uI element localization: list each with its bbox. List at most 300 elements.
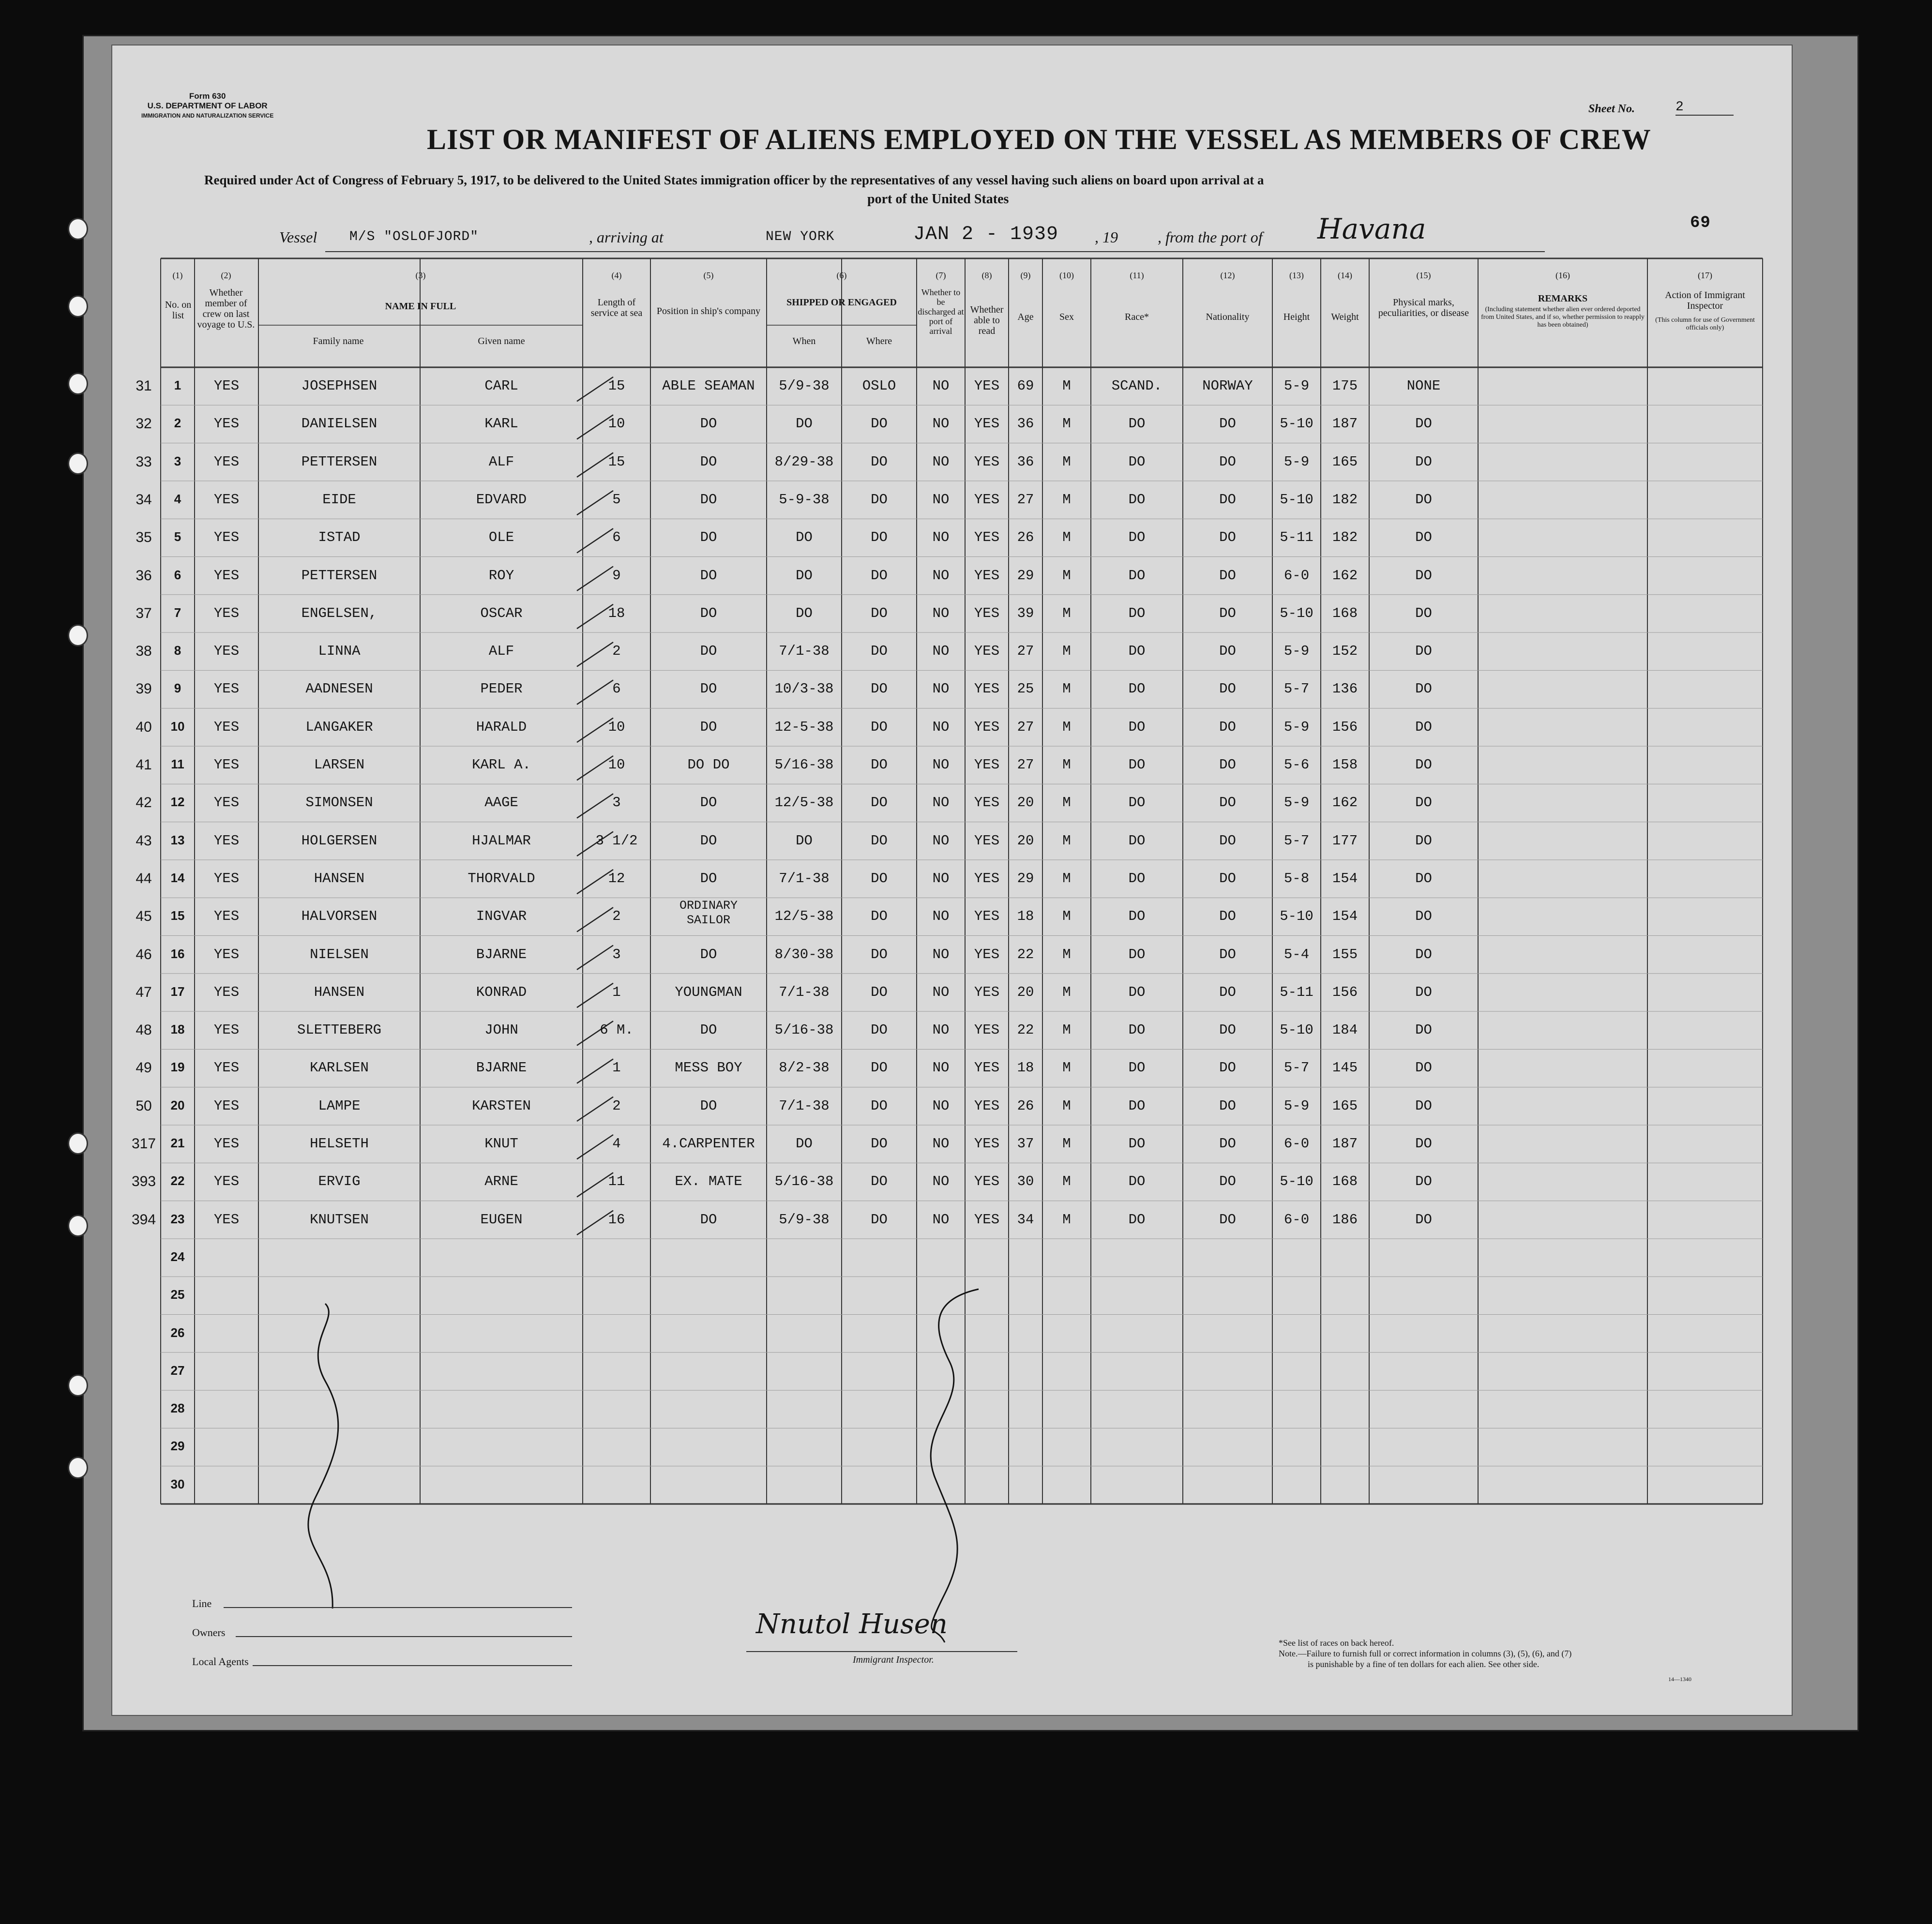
cell-read: YES [974,416,1000,432]
col-num: (1) [172,271,183,280]
cell-last: YES [213,832,240,849]
cell-family: KARLSEN [310,1060,369,1076]
cell-family: LINNA [318,643,361,660]
col-head-name: NAME IN FULL [385,301,456,312]
cell-race: DO [1128,1060,1146,1076]
cell-position: DO [700,567,717,584]
col-num: (4) [611,271,622,280]
cell-when: 5/9-38 [779,1211,830,1228]
cell-weight: 177 [1332,832,1358,849]
sheet-number: 2 [1675,100,1734,116]
cell-marks: DO [1415,1022,1432,1038]
cell-race: DO [1128,1022,1146,1038]
cell-given: BJARNE [476,946,527,962]
cell-given: THORVALD [468,870,535,887]
cell-given: KNUT [484,1136,518,1152]
cell-where: DO [871,643,888,660]
cell-last: YES [213,870,240,887]
cell-given: KONRAD [476,984,527,1000]
cell-weight: 168 [1332,605,1358,621]
cell-race: DO [1128,1211,1146,1228]
arriving-label: , arriving at [589,228,664,246]
cell-disch: NO [932,870,950,887]
cell-last: YES [213,378,240,394]
cell-last: YES [213,719,240,735]
cell-nat: NORWAY [1202,378,1253,394]
cell-age: 37 [1017,1136,1034,1152]
cell-when: DO [796,529,813,546]
cell-position: 4.CARPENTER [662,1136,755,1152]
from-port-label: , from the port of [1158,228,1263,246]
cell-race: DO [1128,567,1146,584]
cell-read: YES [974,1022,1000,1038]
cell-family: JOSEPHSEN [301,378,377,394]
cell-given: JOHN [484,1022,518,1038]
arrival-date: JAN 2 - 1939 [913,224,1059,245]
cell-read: YES [974,1173,1000,1190]
cell-position: DO [700,1022,717,1038]
cell-read: YES [974,643,1000,660]
cell-position: DO [700,795,717,811]
cell-when: 8/2-38 [779,1060,830,1076]
cell-sex: M [1062,1097,1071,1114]
cell-service: 3 [612,946,621,962]
cell-given: INGVAR [476,908,527,925]
margin-number: 47 [136,984,152,1000]
cell-weight: 154 [1332,908,1358,925]
cell-read: YES [974,567,1000,584]
page-subtitle-1: Required under Act of Congress of February 5, 1917, to be delivered to the United States immigration officer by the representatives of any vessel having such aliens on board upon arrival at a [204,173,1264,187]
cell-no: 2 [174,416,181,431]
cell-when: 7/1-38 [779,870,830,887]
cell-nat: DO [1219,908,1236,925]
col-head-service: Length of service at sea [590,297,643,318]
cell-sex: M [1062,1060,1071,1076]
cell-family: ISTAD [318,529,361,546]
cell-position: ORDINARY SAILOR [679,899,738,928]
cell-when: DO [796,832,813,849]
cell-family: HOLGERSEN [301,832,377,849]
cell-read: YES [974,832,1000,849]
cell-race: DO [1128,1136,1146,1152]
cell-weight: 187 [1332,1136,1358,1152]
cell-race: DO [1128,643,1146,660]
cell-where: DO [871,1060,888,1076]
cell-service: 18 [608,605,625,621]
margin-number: 37 [136,605,152,621]
cell-service: 2 [612,908,621,925]
cell-read: YES [974,870,1000,887]
cell-nat: DO [1219,529,1236,546]
cell-height: 5-10 [1280,1173,1313,1190]
cell-height: 6-0 [1283,567,1310,584]
cell-where: DO [871,832,888,849]
col-head-family-name: Family name [313,336,364,346]
cell-marks: DO [1415,719,1432,735]
cell-marks: DO [1415,529,1432,546]
cell-family: SIMONSEN [305,795,373,811]
cell-service: 6 [612,681,621,697]
cell-height: 5-9 [1283,795,1310,811]
cell-last: YES [213,453,240,470]
cell-family: HANSEN [314,870,365,887]
inspector-signature: Nnutol Husen [756,1608,948,1640]
cell-age: 20 [1017,984,1034,1000]
cell-position: DO [700,491,717,508]
cell-age: 22 [1017,1022,1034,1038]
cell-disch: NO [932,643,950,660]
cell-weight: 156 [1332,984,1358,1000]
cell-age: 29 [1017,567,1034,584]
page-title: LIST OR MANIFEST OF ALIENS EMPLOYED ON THE VESSEL AS MEMBERS OF CREW [427,123,1651,155]
cell-weight: 156 [1332,719,1358,735]
cell-sex: M [1062,795,1071,811]
cell-given: EUGEN [480,1211,523,1228]
cell-marks: DO [1415,832,1432,849]
cell-weight: 175 [1332,378,1358,394]
col-num: (9) [1020,271,1031,280]
cell-when: 10/3-38 [774,681,834,697]
cell-race: DO [1128,908,1146,925]
cell-height: 5-10 [1280,1022,1313,1038]
cell-service: 16 [608,1211,625,1228]
cell-position: EX. MATE [675,1173,742,1190]
cell-last: YES [213,984,240,1000]
inspector-label: Immigrant Inspector. [853,1654,934,1665]
cell-disch: NO [932,719,950,735]
cell-sex: M [1062,681,1071,697]
cell-age: 27 [1017,757,1034,773]
cell-no: 16 [170,946,185,961]
margin-number: 31 [136,378,152,394]
cell-disch: NO [932,1173,950,1190]
cell-last: YES [213,1060,240,1076]
cell-marks: DO [1415,795,1432,811]
cell-read: YES [974,453,1000,470]
cell-where: DO [871,416,888,432]
cell-read: YES [974,1211,1000,1228]
col-head-inspector: Action of Immigrant Inspector [1665,290,1745,311]
cell-where: DO [871,1136,888,1152]
cell-where: DO [871,757,888,773]
cell-given: KARL A. [472,757,531,773]
cell-weight: 162 [1332,567,1358,584]
cell-weight: 187 [1332,416,1358,432]
margin-number: 394 [131,1211,156,1228]
cell-disch: NO [932,416,950,432]
cell-position: DO [700,870,717,887]
cell-position: DO [700,681,717,697]
cell-no: 15 [170,908,185,923]
col-head-nationality: Nationality [1206,312,1250,322]
col-num: (6) [836,271,847,280]
cell-race: DO [1128,681,1146,697]
cell-age: 27 [1017,719,1034,735]
cell-no: 23 [170,1211,185,1226]
cell-age: 26 [1017,1097,1034,1114]
col-num: (17) [1698,271,1712,280]
cell-disch: NO [932,1022,950,1038]
cell-no: 17 [170,984,185,999]
cell-service: 9 [612,567,621,584]
cell-where: DO [871,1173,888,1190]
cell-when: 12/5-38 [774,908,834,925]
col-head-remarks-note: (Including statement whether alien ever ordered deported from United States, and if so, whether permission to reapply has been obtained) [1481,306,1645,329]
cell-last: YES [213,795,240,811]
punch-hole [68,1457,88,1479]
cell-position: MESS BOY [675,1060,742,1076]
cell-service: 12 [608,870,625,887]
cell-no: 14 [170,870,185,885]
cell-disch: NO [932,1211,950,1228]
cell-race: DO [1128,870,1146,887]
cell-no: 7 [174,605,181,620]
col-head-when: When [792,336,816,346]
cell-age: 27 [1017,491,1034,508]
col-head-given-name: Given name [478,336,525,346]
col-num: (12) [1220,271,1235,280]
cell-sex: M [1062,719,1071,735]
service-name: IMMIGRATION AND NATURALIZATION SERVICE [141,112,274,119]
col-head-sex: Sex [1059,312,1074,322]
cell-height: 5-8 [1283,870,1310,887]
cell-sex: M [1062,984,1071,1000]
cell-last: YES [213,1211,240,1228]
cell-age: 20 [1017,832,1034,849]
cell-given: ALF [488,643,514,660]
cell-no: 10 [170,719,185,734]
col-num: (2) [221,271,231,280]
cell-service: 4 [612,1136,621,1152]
cell-given: KARL [484,416,518,432]
vessel-label: Vessel [279,228,317,246]
punch-hole [68,295,88,317]
page-number: 69 [1690,214,1711,232]
cell-race: DO [1128,416,1146,432]
col-head-where: Where [866,336,892,346]
cell-race: DO [1128,1097,1146,1114]
cell-no: 18 [170,1022,185,1037]
cell-where: DO [871,984,888,1000]
cell-where: DO [871,681,888,697]
cell-age: 34 [1017,1211,1034,1228]
cell-last: YES [213,416,240,432]
cell-given: ALF [488,453,514,470]
cell-race: DO [1128,605,1146,621]
cell-nat: DO [1219,1173,1236,1190]
empty-row-number: 25 [170,1287,185,1302]
cell-nat: DO [1219,416,1236,432]
cell-marks: DO [1415,453,1432,470]
cell-sex: M [1062,491,1071,508]
margin-number: 32 [136,416,152,432]
cell-read: YES [974,605,1000,621]
cell-last: YES [213,491,240,508]
cell-given: AAGE [484,795,518,811]
cell-height: 5-9 [1283,453,1310,470]
races-note: *See list of races on back hereof. [1279,1638,1394,1648]
cell-marks: DO [1415,567,1432,584]
col-num: (14) [1338,271,1352,280]
cell-last: YES [213,643,240,660]
local-agents-label: Local Agents [192,1655,249,1668]
col-num: (5) [703,271,714,280]
punch-hole [68,373,88,395]
cell-family: ENGELSEN, [301,605,377,621]
cell-when: 8/30-38 [774,946,834,962]
empty-row-number: 26 [170,1325,185,1340]
cell-disch: NO [932,567,950,584]
cell-weight: 165 [1332,1097,1358,1114]
cell-last: YES [213,605,240,621]
cell-position: DO [700,416,717,432]
cell-position: DO [700,719,717,735]
margin-number: 33 [136,453,152,470]
cell-no: 6 [174,567,181,582]
cell-where: DO [871,567,888,584]
owners-rule [236,1636,572,1637]
cell-when: DO [796,416,813,432]
margin-number: 317 [131,1136,156,1152]
department-name: U.S. DEPARTMENT OF LABOR [147,101,268,110]
cell-given: EDVARD [476,491,527,508]
cell-family: PETTERSEN [301,453,377,470]
signature-rule [746,1651,1017,1652]
punch-hole [68,1374,88,1397]
cell-height: 5-7 [1283,832,1310,849]
cell-age: 36 [1017,453,1034,470]
cell-nat: DO [1219,757,1236,773]
cell-family: EIDE [322,491,356,508]
penalty-note-1: Note.—Failure to furnish full or correct information in columns (3), (5), (6), and (7) [1279,1649,1572,1658]
cell-when: 8/29-38 [774,453,834,470]
col-num: (7) [936,271,946,280]
cell-service: 3 1/2 [595,832,638,849]
col-num: (13) [1289,271,1304,280]
margin-number: 46 [136,946,152,962]
year-label: , 19 [1095,228,1118,246]
cell-service: 1 [612,984,621,1000]
cell-last: YES [213,757,240,773]
margin-number: 39 [136,681,152,697]
cell-disch: NO [932,453,950,470]
cell-race: DO [1128,795,1146,811]
cell-family: AADNESEN [305,681,373,697]
cell-read: YES [974,719,1000,735]
cell-age: 26 [1017,529,1034,546]
margin-number: 34 [136,491,152,508]
cell-family: LARSEN [314,757,365,773]
cell-height: 5-4 [1283,946,1310,962]
cell-service: 6 [612,529,621,546]
col-head-height: Height [1283,312,1310,322]
cell-race: DO [1128,1173,1146,1190]
cell-sex: M [1062,643,1071,660]
punch-hole [68,624,88,646]
cell-given: ROY [488,567,514,584]
cell-age: 27 [1017,643,1034,660]
cell-no: 3 [174,453,181,468]
cell-disch: NO [932,378,950,394]
cell-sex: M [1062,605,1071,621]
cell-marks: DO [1415,416,1432,432]
cell-height: 5-9 [1283,378,1310,394]
cell-race: DO [1128,757,1146,773]
margin-number: 44 [136,870,152,887]
col-num: (10) [1059,271,1074,280]
margin-number: 393 [131,1173,156,1190]
page-subtitle-2: port of the United States [867,192,1009,207]
cell-when: DO [796,605,813,621]
cell-no: 19 [170,1060,185,1075]
col-num: (16) [1555,271,1570,280]
cell-no: 4 [174,491,181,506]
cell-marks: DO [1415,491,1432,508]
cell-when: DO [796,567,813,584]
cell-where: DO [871,529,888,546]
cell-sex: M [1062,1136,1071,1152]
punch-hole [68,452,88,475]
empty-row-number: 24 [170,1249,185,1264]
cell-no: 21 [170,1136,185,1150]
vessel-name: M/S "OSLOFJORD" [349,229,479,244]
cell-last: YES [213,1097,240,1114]
cell-race: DO [1128,946,1146,962]
cell-weight: 154 [1332,870,1358,887]
cell-disch: NO [932,757,950,773]
cell-family: LAMPE [318,1097,361,1114]
cell-read: YES [974,529,1000,546]
cell-position: DO [700,1097,717,1114]
margin-number: 42 [136,795,152,811]
cell-disch: NO [932,832,950,849]
cell-position: DO [700,1211,717,1228]
margin-number: 43 [136,832,152,849]
cell-sex: M [1062,1173,1071,1190]
cell-height: 5-9 [1283,643,1310,660]
cell-age: 69 [1017,378,1034,394]
cell-read: YES [974,378,1000,394]
cell-given: KARSTEN [472,1097,531,1114]
cell-sex: M [1062,453,1071,470]
cell-nat: DO [1219,870,1236,887]
cell-service: 2 [612,643,621,660]
cell-given: ARNE [484,1173,518,1190]
cell-sex: M [1062,416,1071,432]
cell-height: 6-0 [1283,1211,1310,1228]
cell-read: YES [974,757,1000,773]
line-rule [224,1607,572,1608]
cell-marks: DO [1415,870,1432,887]
cell-service: 15 [608,378,625,394]
cell-disch: NO [932,1060,950,1076]
cell-race: DO [1128,832,1146,849]
cell-given: HJALMAR [472,832,531,849]
cell-read: YES [974,908,1000,925]
penalty-note-2: is punishable by a fine of ten dollars for each alien. See other side. [1308,1659,1540,1669]
cell-marks: DO [1415,681,1432,697]
cell-race: DO [1128,984,1146,1000]
margin-number: 38 [136,643,152,660]
col-num: (3) [415,271,426,280]
cell-weight: 158 [1332,757,1358,773]
empty-row-number: 30 [170,1476,185,1491]
margin-number: 49 [136,1060,152,1076]
cell-nat: DO [1219,946,1236,962]
cell-nat: DO [1219,491,1236,508]
cell-weight: 155 [1332,946,1358,962]
cell-read: YES [974,681,1000,697]
